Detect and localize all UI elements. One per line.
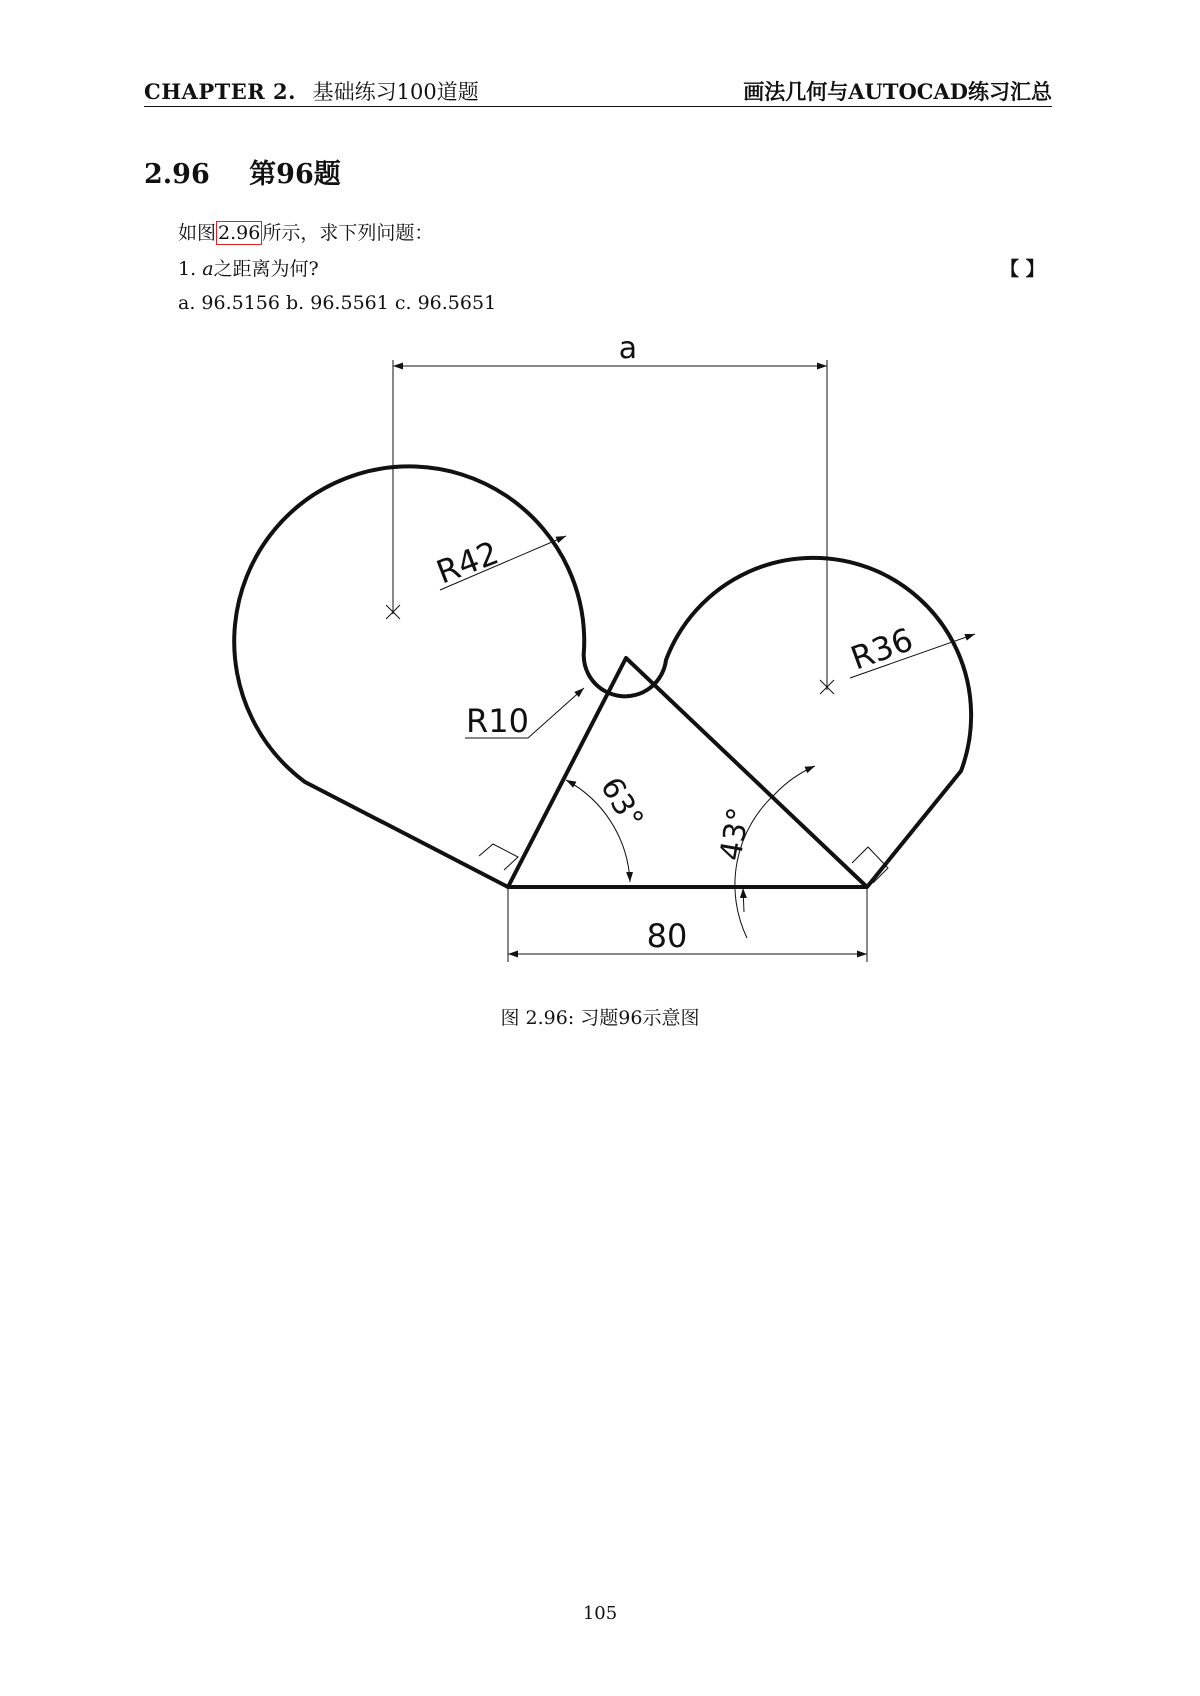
triangle (508, 658, 867, 887)
dim-text-r36: R36 (845, 620, 918, 678)
section-title: 第96题 (249, 159, 341, 190)
answer-options: a. 96.5156 b. 96.5561 c. 96.5651 (178, 292, 497, 314)
figure-ref-link[interactable]: 2.96 (218, 222, 261, 244)
question-text: 之距离为何? (213, 258, 319, 280)
angle-arc-43-lower-arrow (743, 888, 744, 912)
section-number: 2.96 (144, 159, 210, 190)
chapter-title: 基础练习100道题 (312, 80, 479, 104)
intro-suffix: 所示，求下列问题： (262, 222, 434, 244)
dim-text-63: 63° (593, 771, 650, 836)
figure-caption: 图 2.96: 习题96示意图 (500, 1007, 700, 1029)
question-number: 1. (178, 258, 197, 280)
question-variable: a (202, 258, 214, 280)
dim-text-80: 80 (646, 917, 688, 955)
dim-text-a: a (618, 331, 638, 366)
book-title: 画法几何与AUTOCAD练习汇总 (743, 79, 1052, 104)
dim-text-r42: R42 (431, 533, 504, 592)
page-number: 105 (582, 1603, 618, 1624)
answer-brackets: 【 】 (1000, 258, 1045, 280)
chapter-label: CHAPTER 2. (144, 79, 296, 104)
intro-prefix: 如图 (178, 222, 217, 244)
right-angle-mark-left (479, 844, 518, 870)
dim-text-r10: R10 (466, 702, 529, 740)
dim-text-43: 43° (713, 804, 758, 864)
